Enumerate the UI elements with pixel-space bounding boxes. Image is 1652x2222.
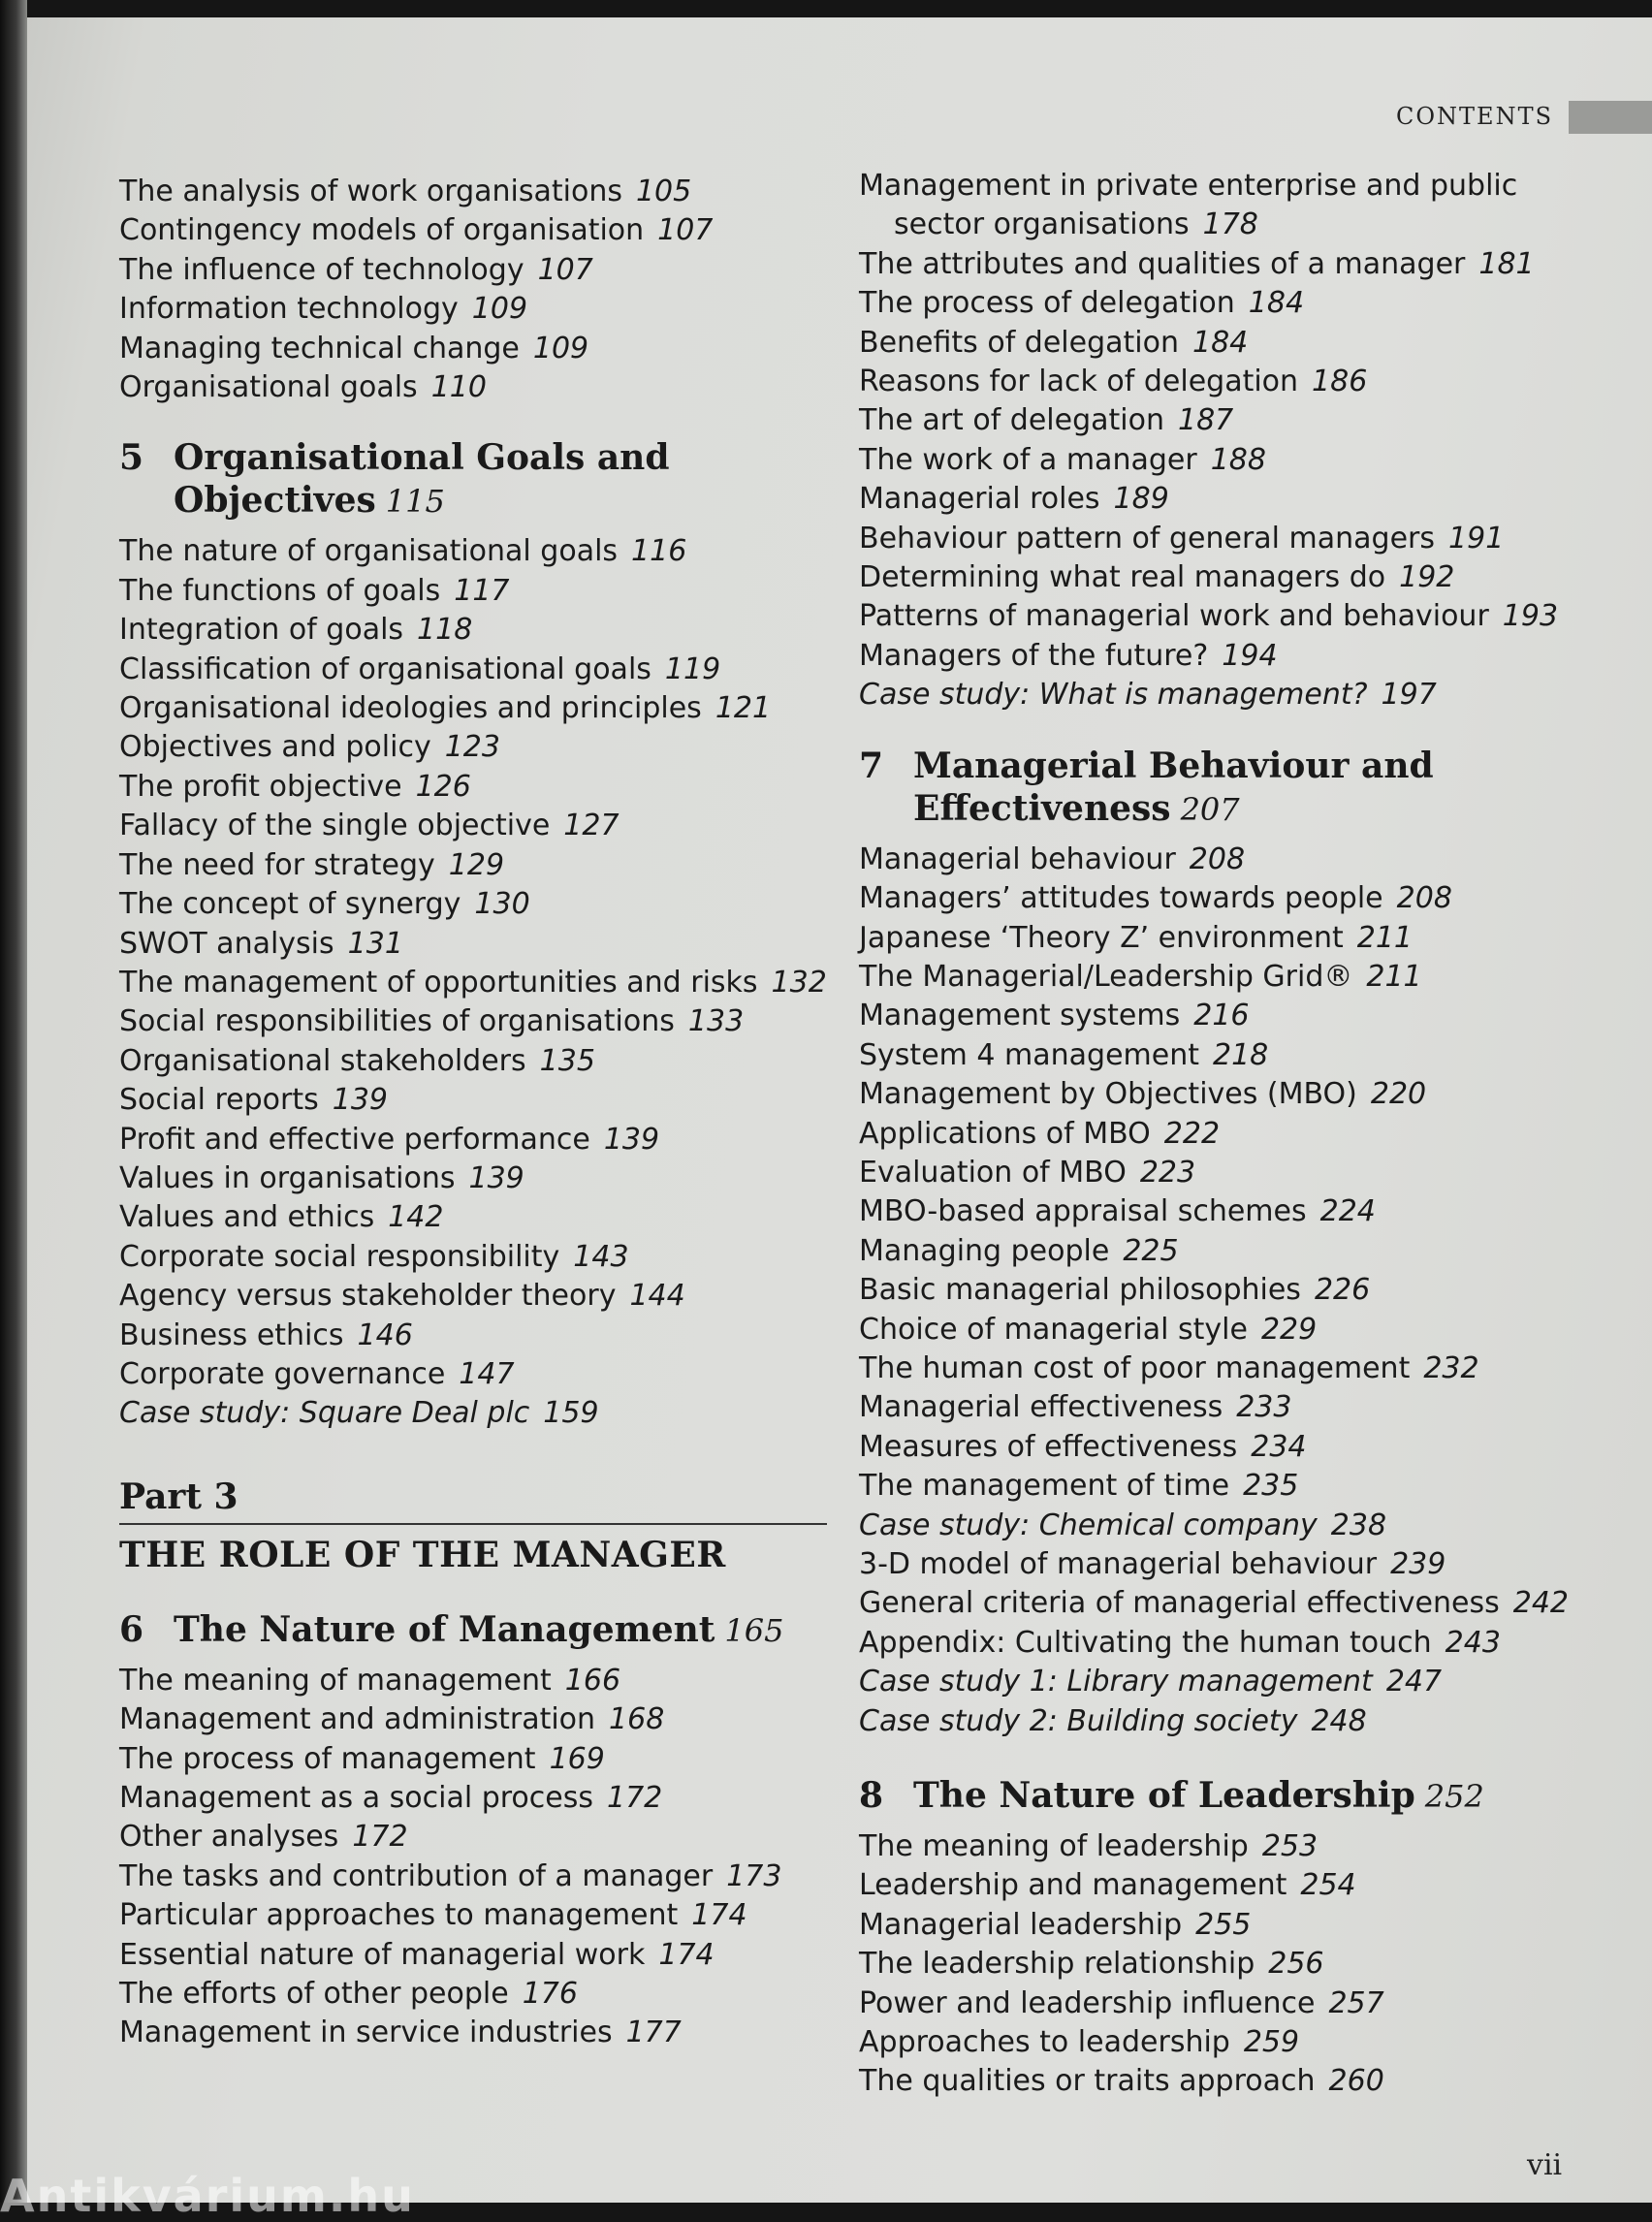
toc-entry: [119, 1394, 827, 1433]
toc-entry-title: Case study 1: Library management: [859, 1665, 1373, 1699]
toc-entry-title: Managing people: [859, 1233, 1110, 1268]
toc-entry: [859, 637, 1596, 676]
toc-entry-title: Measures of effectiveness: [859, 1429, 1238, 1464]
chapter-6-heading: [119, 1608, 827, 1652]
toc-entry-title: Other analyses: [119, 1820, 339, 1855]
toc-entry-title: Classification of organisational goals: [119, 651, 651, 686]
toc-entry-page: 238: [1330, 1508, 1387, 1542]
toc-entry-page: 121: [715, 691, 772, 726]
toc-entry-page: 129: [448, 847, 505, 882]
chapter-title-line1: Managerial Behaviour and: [913, 745, 1434, 786]
toc-entry: [119, 1277, 827, 1316]
toc-entry-page: 256: [1268, 1947, 1324, 1982]
toc-entry: [119, 1042, 827, 1081]
toc-entry: [859, 879, 1596, 918]
toc-entry-page: 133: [687, 1004, 745, 1039]
toc-entry: [859, 1984, 1596, 2023]
toc-entry-page: 107: [537, 252, 593, 287]
toc-entry: [119, 173, 827, 211]
toc-entry: [119, 1081, 827, 1120]
toc-entry-title: The management of opportunities and risks: [119, 965, 758, 1000]
chapter-7-heading: [859, 745, 1596, 831]
toc-entry-page: 168: [609, 1702, 665, 1737]
toc-entry-title: Social reports: [119, 1083, 319, 1118]
toc-entry-title: The art of delegation: [859, 403, 1164, 438]
toc-entry: [119, 1818, 827, 1857]
toc-entry-page: 166: [564, 1663, 621, 1698]
toc-entry-page: 239: [1390, 1547, 1446, 1581]
toc-entry-title: Integration of goals: [119, 613, 404, 648]
toc-entry: [119, 1355, 827, 1394]
part-label: Part 3: [119, 1476, 827, 1525]
toc-entry-title: General criteria of managerial effectiveness: [859, 1586, 1500, 1621]
toc-entry-title: Particular approaches to management: [119, 1898, 679, 1933]
toc-entry-page: 224: [1319, 1194, 1376, 1229]
chapter-number: 5: [119, 437, 144, 479]
toc-entry-title: The tasks and contribution of a manager: [119, 1858, 714, 1893]
toc-entry-title: Choice of managerial style: [859, 1312, 1248, 1347]
toc-entry-page: 142: [388, 1200, 444, 1235]
toc-entry-title: sector organisations: [894, 207, 1190, 242]
toc-entry-title: The efforts of other people: [119, 1977, 509, 2012]
toc-entry-page: 176: [522, 1977, 578, 2012]
toc-entry-title: Managers of the future?: [859, 638, 1209, 673]
toc-entry: [119, 651, 827, 689]
toc-entry-title: Agency versus stakeholder theory: [119, 1279, 617, 1314]
toc-entry-title: Case study: Square Deal plc: [119, 1396, 530, 1431]
toc-entry-page: 186: [1312, 365, 1368, 399]
toc-entry-title: Corporate social responsibility: [119, 1239, 560, 1274]
toc-entry-page: 235: [1243, 1469, 1299, 1504]
toc-entry-title: Determining what real managers do: [859, 560, 1386, 595]
toc-entry-page: 174: [691, 1898, 747, 1933]
toc-entry-title: The nature of organisational goals: [119, 534, 619, 569]
toc-entry: [119, 368, 827, 407]
toc-entry-page: 216: [1193, 999, 1250, 1033]
toc-entry-title: SWOT analysis: [119, 926, 334, 961]
left-intro-list: [119, 173, 827, 407]
toc-entry-title: Managers’ attitudes towards people: [859, 881, 1383, 916]
toc-entry: [119, 1740, 827, 1779]
toc-entry-page: 109: [532, 331, 589, 365]
toc-entry-title: 3-D model of managerial behaviour: [859, 1547, 1378, 1581]
toc-entry: [119, 964, 827, 1002]
toc-entry-page: 178: [1202, 207, 1258, 242]
toc-entry: [119, 1975, 827, 2014]
chapter-5-heading: [119, 436, 827, 523]
toc-entry-page: 123: [444, 730, 500, 765]
toc-entry: [859, 520, 1596, 558]
toc-entry: [859, 2062, 1596, 2101]
toc-entry-page: 257: [1328, 1985, 1384, 2020]
toc-entry: [859, 1584, 1596, 1623]
toc-entry: [119, 689, 827, 728]
toc-entry: [119, 1779, 827, 1818]
toc-entry-title: The Managerial/Leadership Grid®: [859, 959, 1353, 994]
chapter-page: 252: [1424, 1778, 1484, 1816]
toc-entry-page: 222: [1163, 1116, 1221, 1151]
toc-entry-title: Objectives and policy: [119, 730, 431, 765]
toc-entry-page: 126: [415, 769, 471, 804]
toc-entry-page: 131: [347, 926, 403, 961]
page-gutter-shadow: [0, 0, 27, 2203]
chapter-page: 115: [385, 483, 445, 521]
toc-entry: [859, 245, 1596, 284]
toc-entry: [119, 572, 827, 611]
toc-entry: [119, 768, 827, 807]
toc-entry-page: 188: [1210, 442, 1266, 477]
toc-entry-title: Behaviour pattern of general managers: [859, 521, 1436, 556]
toc-entry-page: 117: [454, 573, 510, 608]
toc-entry-page: 119: [664, 651, 721, 686]
toc-entry: [859, 676, 1596, 714]
toc-entry-title: Japanese ‘Theory Z’ environment: [859, 920, 1344, 955]
toc-entry-page: 192: [1399, 560, 1455, 595]
chapter-6-list: [119, 1662, 827, 2053]
toc-entry-page: 172: [606, 1781, 663, 1815]
toc-entry-page: 169: [549, 1741, 605, 1776]
toc-entry-title: Management as a social process: [119, 1781, 593, 1815]
toc-entry: [859, 1115, 1596, 1154]
chapter-number: 7: [859, 745, 884, 786]
toc-entry-page: 243: [1445, 1625, 1501, 1660]
toc-entry: [859, 1702, 1596, 1741]
toc-entry-title: Approaches to leadership: [859, 2025, 1230, 2060]
right-column: [859, 167, 1596, 2102]
toc-entry-title: Management in private enterprise and public: [859, 169, 1518, 203]
toc-entry: [119, 251, 827, 290]
toc-entry-page: 109: [471, 292, 528, 327]
chapter-page: 165: [724, 1611, 784, 1649]
toc-entry-page: 194: [1222, 638, 1278, 673]
running-head: CONTENTS: [1396, 103, 1554, 130]
toc-entry-title: Management systems: [859, 999, 1181, 1033]
toc-entry: [859, 1866, 1596, 1905]
toc-entry: [119, 1317, 827, 1355]
right-intro-list: [859, 167, 1596, 715]
toc-entry-title: Information technology: [119, 292, 459, 327]
toc-entry-page: 132: [771, 965, 827, 1000]
toc-entry: [859, 206, 1596, 244]
toc-entry-title: Managerial behaviour: [859, 841, 1176, 876]
toc-entry-title: Leadership and management: [859, 1868, 1287, 1903]
chapter-page: 207: [1180, 790, 1240, 828]
toc-entry-title: The leadership relationship: [859, 1947, 1255, 1982]
toc-entry-title: Managing technical change: [119, 331, 520, 365]
toc-entry-page: 130: [474, 887, 530, 922]
toc-entry-title: Patterns of managerial work and behaviour: [859, 599, 1489, 634]
toc-entry-page: 146: [357, 1317, 413, 1352]
toc-entry-title: Organisational ideologies and principles: [119, 691, 702, 726]
toc-entry-title: Managerial roles: [859, 482, 1100, 517]
toc-entry-title: The qualities or traits approach: [859, 2064, 1316, 2099]
toc-entry-page: 172: [352, 1820, 408, 1855]
toc-entry-page: 177: [625, 2016, 682, 2050]
toc-entry-title: Management and administration: [119, 1702, 596, 1737]
toc-entry: [859, 1467, 1596, 1506]
toc-entry-title: Management by Objectives (MBO): [859, 1077, 1357, 1112]
toc-entry-title: Power and leadership influence: [859, 1985, 1316, 2020]
toc-entry-title: Appendix: Cultivating the human touch: [859, 1625, 1432, 1660]
toc-entry-page: 174: [658, 1937, 715, 1972]
toc-entry-page: 139: [332, 1083, 389, 1118]
toc-entry: [859, 1075, 1596, 1114]
toc-entry-page: 107: [657, 213, 714, 248]
toc-entry-title: Values and ethics: [119, 1200, 375, 1235]
chapter-7-list: [859, 841, 1596, 1741]
toc-entry: [859, 1507, 1596, 1545]
toc-entry: [859, 1388, 1596, 1427]
toc-entry-title: Organisational goals: [119, 370, 418, 405]
toc-entry: [859, 1428, 1596, 1467]
toc-entry-page: 191: [1448, 521, 1505, 556]
toc-entry: [119, 885, 827, 924]
section-tab-marker: [1569, 101, 1652, 134]
chapter-title-line2: Objectives: [174, 480, 376, 522]
toc-entry: [119, 611, 827, 650]
toc-entry: [859, 1545, 1596, 1584]
toc-entry-title: Case study: Chemical company: [859, 1508, 1318, 1542]
toc-entry: [119, 532, 827, 571]
toc-entry: [119, 1159, 827, 1198]
toc-entry-title: Reasons for lack of delegation: [859, 365, 1299, 399]
toc-entry-title: Managerial effectiveness: [859, 1390, 1223, 1425]
toc-entry-page: 247: [1385, 1665, 1443, 1699]
toc-entry: [859, 480, 1596, 519]
toc-entry-page: 248: [1311, 1703, 1367, 1738]
toc-entry: [859, 1945, 1596, 1984]
toc-entry-title: Managerial leadership: [859, 1907, 1183, 1942]
page-number: vii: [1527, 2148, 1563, 2182]
toc-entry: [119, 925, 827, 964]
toc-entry-title: The management of time: [859, 1469, 1230, 1504]
toc-entry: [119, 807, 827, 845]
part-title: THE ROLE OF THE MANAGER: [119, 1534, 726, 1575]
toc-entry-title: The analysis of work organisations: [119, 175, 622, 208]
toc-entry-page: 232: [1423, 1350, 1479, 1385]
toc-entry-title: The functions of goals: [119, 573, 441, 608]
toc-entry-title: The need for strategy: [119, 847, 435, 882]
toc-entry: [859, 1154, 1596, 1192]
toc-entry-title: Profit and effective performance: [119, 1122, 590, 1157]
toc-entry-page: 218: [1213, 1037, 1269, 1072]
toc-entry: [859, 1827, 1596, 1866]
toc-entry-page: 147: [459, 1356, 515, 1391]
toc-entry-page: 225: [1123, 1233, 1179, 1268]
toc-entry: [859, 558, 1596, 597]
toc-entry: [859, 958, 1596, 997]
toc-entry-title: The concept of synergy: [119, 887, 461, 922]
toc-entry-page: 233: [1236, 1390, 1292, 1425]
toc-entry-page: 181: [1478, 246, 1535, 281]
toc-entry: [859, 363, 1596, 401]
toc-entry-page: 242: [1512, 1586, 1569, 1621]
toc-entry: [119, 1002, 827, 1041]
toc-entry-title: The meaning of management: [119, 1663, 552, 1698]
toc-entry-title: Business ethics: [119, 1317, 344, 1352]
toc-entry: [859, 2023, 1596, 2062]
toc-entry-page: 139: [603, 1122, 660, 1157]
toc-entry-page: 208: [1189, 841, 1246, 876]
toc-entry-title: Contingency models of organisation: [119, 213, 645, 248]
toc-entry-title: Organisational stakeholders: [119, 1043, 526, 1078]
toc-entry-title: Case study: What is management?: [859, 678, 1368, 713]
toc-entry: [119, 1700, 827, 1739]
toc-entry-page: 184: [1191, 325, 1249, 360]
toc-entry: [859, 1349, 1596, 1388]
toc-entry-title: The influence of technology: [119, 252, 524, 287]
toc-entry-page: 135: [539, 1043, 595, 1078]
chapter-title-line2: Effectiveness: [913, 787, 1171, 829]
chapter-8-heading: [859, 1774, 1596, 1818]
toc-entry-page: 116: [631, 534, 687, 569]
toc-entry-page: 139: [468, 1160, 524, 1195]
chapter-5-list: [119, 532, 827, 1433]
toc-entry: [119, 290, 827, 329]
chapter-title-line1: Organisational Goals and: [174, 437, 670, 479]
toc-entry-page: 211: [1366, 959, 1422, 994]
toc-entry-page: 159: [543, 1396, 599, 1431]
toc-entry: [119, 1896, 827, 1935]
toc-entry-title: System 4 management: [859, 1037, 1199, 1072]
toc-entry: [859, 441, 1596, 480]
toc-entry-page: 234: [1251, 1429, 1307, 1464]
toc-entry: [859, 324, 1596, 363]
toc-entry-title: Basic managerial philosophies: [859, 1273, 1301, 1308]
chapter-title: The Nature of Management: [174, 1608, 715, 1650]
toc-entry: [859, 1906, 1596, 1945]
toc-entry: [119, 1121, 827, 1159]
toc-entry-title: Management in service industries: [119, 2016, 613, 2050]
chapter-number: 6: [119, 1608, 144, 1650]
toc-entry-title: The meaning of leadership: [859, 1829, 1249, 1864]
toc-entry: [859, 841, 1596, 879]
toc-entry-title: The attributes and qualities of a manager: [859, 246, 1466, 281]
chapter-8-list: [859, 1827, 1596, 2102]
toc-entry-title: The work of a manager: [859, 442, 1197, 477]
toc-entry-title: Corporate governance: [119, 1356, 446, 1391]
toc-entry-page: 193: [1502, 599, 1559, 634]
toc-entry: [859, 1192, 1596, 1231]
toc-entry: [119, 1857, 827, 1896]
toc-entry-title: Fallacy of the single objective: [119, 809, 551, 843]
toc-entry: [859, 1036, 1596, 1075]
toc-entry-page: 208: [1396, 881, 1452, 916]
toc-entry-title: The profit objective: [119, 769, 402, 804]
toc-entry-page: 211: [1356, 920, 1414, 955]
toc-entry: [859, 1624, 1596, 1663]
toc-entry-page: 184: [1248, 286, 1305, 321]
toc-entry-page: 110: [430, 370, 487, 405]
toc-entry-page: 259: [1243, 2025, 1300, 2060]
toc-entry: [119, 1662, 827, 1700]
toc-entry-page: 226: [1314, 1273, 1371, 1308]
toc-entry: [119, 211, 827, 250]
toc-entry-title: Applications of MBO: [859, 1116, 1151, 1151]
toc-entry: [119, 2014, 827, 2052]
toc-entry-title: The human cost of poor management: [859, 1350, 1411, 1385]
toc-entry: [859, 284, 1596, 323]
toc-entry-title: The process of delegation: [859, 286, 1235, 321]
toc-entry-page: 260: [1328, 2064, 1384, 2099]
toc-entry-page: 254: [1300, 1868, 1356, 1903]
toc-entry-title: Social responsibilities of organisations: [119, 1004, 675, 1039]
toc-entry-page: 118: [417, 613, 473, 648]
watermark: Antikvárium.hu: [0, 2170, 415, 2222]
toc-entry-page: 187: [1178, 403, 1234, 438]
toc-entry: [119, 1936, 827, 1975]
toc-entry-title: Case study 2: Building society: [859, 1703, 1298, 1738]
toc-entry-page: 105: [635, 175, 692, 208]
toc-entry: [859, 997, 1596, 1035]
toc-entry: [119, 728, 827, 767]
toc-entry-title: MBO-based appraisal schemes: [859, 1194, 1307, 1229]
toc-entry: [859, 919, 1596, 958]
toc-entry-page: 173: [726, 1858, 782, 1893]
chapter-number: 8: [859, 1775, 884, 1817]
toc-entry-page: 144: [629, 1279, 685, 1314]
toc-entry-page: 223: [1139, 1155, 1196, 1190]
toc-entry: [119, 846, 827, 885]
toc-entry: [859, 1232, 1596, 1271]
toc-entry-page: 127: [563, 809, 620, 843]
book-page: [27, 17, 1652, 2203]
toc-entry-title: Benefits of delegation: [859, 325, 1179, 360]
toc-entry-page: 229: [1260, 1312, 1318, 1347]
toc-entry-page: 253: [1261, 1829, 1318, 1864]
toc-entry: [119, 1238, 827, 1277]
toc-entry-page: 189: [1113, 482, 1169, 517]
toc-entry-page: 220: [1370, 1077, 1427, 1112]
chapter-title: The Nature of Leadership: [913, 1775, 1415, 1817]
toc-entry: [119, 1198, 827, 1237]
toc-entry-page: 255: [1195, 1907, 1252, 1942]
toc-entry: [859, 1271, 1596, 1310]
toc-entry-title: The process of management: [119, 1741, 536, 1776]
toc-entry-title: Evaluation of MBO: [859, 1155, 1127, 1190]
toc-entry: [859, 1311, 1596, 1349]
toc-entry-page: 197: [1381, 678, 1437, 713]
toc-entry-page: 143: [573, 1239, 629, 1274]
toc-entry: [859, 597, 1596, 636]
left-column: [119, 173, 827, 2053]
toc-entry: [119, 330, 827, 368]
toc-entry: [859, 1663, 1596, 1701]
toc-entry-title: Essential nature of managerial work: [119, 1937, 646, 1972]
toc-entry: [859, 401, 1596, 440]
toc-entry: [859, 167, 1596, 206]
toc-entry-title: Values in organisations: [119, 1160, 456, 1195]
